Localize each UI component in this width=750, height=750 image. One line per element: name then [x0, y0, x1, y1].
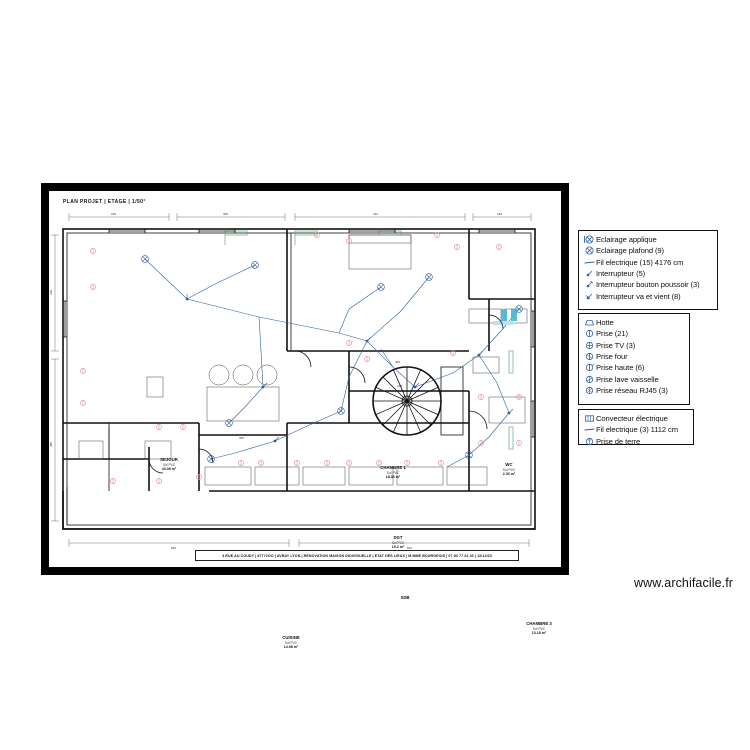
wire-icon — [583, 424, 596, 435]
plan-drawing — [49, 191, 561, 567]
room-floor: Sol PVC — [502, 467, 516, 472]
svg-text:300: 300 — [223, 212, 229, 216]
spiral-stair — [373, 367, 463, 435]
room-label-chambre3 — [511, 621, 567, 636]
legend-label: Prise four — [596, 352, 628, 362]
door-swings — [149, 315, 503, 473]
svg-text:545: 545 — [171, 546, 177, 550]
legend-item-prise-haute — [583, 362, 685, 373]
room-floor: Sol PVC — [391, 540, 405, 545]
room-label-sejour — [145, 457, 193, 472]
room-floor: Sol PVC — [162, 462, 176, 467]
ceiling-light-icon — [583, 245, 596, 256]
legend-item-prise — [583, 328, 685, 339]
room-name: CUISINE — [282, 635, 300, 640]
legend-item-fil-electrique — [583, 257, 713, 268]
legend-item-hotte — [583, 317, 685, 328]
room-name: SDB — [400, 595, 410, 600]
legend-label: Interrupteur va et vient (8) — [596, 291, 681, 301]
legend-label: Interrupteur (5) — [596, 269, 646, 279]
svg-text:365: 365 — [395, 360, 401, 364]
legend-label: Fil electrique (3) 1112 cm — [596, 425, 678, 435]
svg-text:160: 160 — [497, 212, 503, 216]
room-name: SEJOUR — [160, 457, 178, 462]
legend-label: Hotte — [596, 318, 614, 328]
wall-light-icon — [583, 234, 596, 245]
legend-item-prise-rj45 — [583, 385, 685, 396]
furniture-cuisine — [205, 467, 487, 485]
hood-icon — [583, 317, 596, 328]
room-area: 13.18 m² — [531, 631, 547, 636]
room-label-chambre1 — [367, 465, 419, 480]
oven-outlet-icon — [583, 351, 596, 362]
legend-label: Prise haute (6) — [596, 363, 645, 373]
legend-item-va-et-vient — [583, 290, 713, 301]
legend-lighting — [578, 230, 718, 310]
wire-icon — [583, 257, 596, 268]
room-area: 14.98 m² — [283, 645, 299, 650]
legend-outlets — [578, 313, 690, 405]
legend-item-prise-de-terre — [583, 436, 689, 447]
room-floor: Sol PVC — [284, 640, 298, 645]
room-name: WC — [505, 462, 513, 467]
furniture-chambre3 — [489, 397, 525, 423]
switch-icon — [583, 268, 596, 279]
legend-label: Prise réseau RJ45 (3) — [596, 385, 668, 395]
dishwasher-outlet-icon — [583, 374, 596, 385]
floor-plan-canvas[interactable] — [49, 191, 561, 650]
legend-label: Eclairage plafond (9) — [596, 246, 664, 256]
room-area: 18.36 m² — [385, 475, 401, 480]
legend-item-eclairage-applique — [583, 234, 713, 245]
legend-item-convecteur — [583, 413, 689, 424]
room-floor: Sol PVC — [386, 470, 400, 475]
legend-item-fil-electrique-chauffage — [583, 424, 689, 435]
legend-item-prise-tv — [583, 340, 685, 351]
svg-text:350: 350 — [239, 436, 245, 440]
legend-item-prise-lave-vaisselle — [583, 373, 685, 384]
room-area: 15.2 m² — [391, 545, 405, 550]
legend-label: Prise TV (3) — [596, 340, 636, 350]
svg-text:380: 380 — [49, 441, 53, 447]
svg-text:245: 245 — [397, 384, 403, 388]
legend-item-prise-four — [583, 351, 685, 362]
legend-item-interrupteur — [583, 268, 713, 279]
legend-label: Interrupteur bouton poussoir (3) — [596, 280, 700, 290]
room-label-wc — [489, 462, 529, 477]
room-area: 2.30 m² — [502, 472, 516, 477]
room-label-sdb — [385, 595, 425, 601]
legend-label: Prise lave vaisselle — [596, 374, 659, 384]
legend-item-eclairage-plafond — [583, 245, 713, 256]
two-way-switch-icon — [583, 291, 596, 302]
plan-title: PLAN PROJET | ETAGE | 1/50° — [63, 199, 146, 205]
svg-text:225: 225 — [111, 212, 117, 216]
svg-text:610: 610 — [407, 546, 413, 550]
floor-plan-frame — [41, 183, 569, 650]
room-floor: Sol PVC — [532, 626, 546, 631]
room-name: CHAMBRE 1 — [380, 465, 406, 470]
room-area: 43.08 m² — [161, 467, 177, 472]
radiator-icon — [583, 413, 596, 424]
svg-text:330: 330 — [49, 289, 53, 295]
outlet-icon — [583, 328, 596, 339]
room-name: CHAMBRE 3 — [526, 621, 552, 626]
legend-heating — [578, 409, 694, 445]
windows — [63, 229, 535, 437]
rj45-outlet-icon — [583, 385, 596, 396]
plan-footer-titleblock: 3 RUE AU COUDY | 87772OO | AVRAY LYON | RENOVATION MAISON INDIVIDUELLE | ETAT DES LIEUX | M.MME BOURGEOIS | 07 83 77 22 43 | 12/12/23 — [195, 550, 519, 561]
legend-label: Eclairage applique — [596, 235, 657, 245]
legend-label: Prise de terre — [596, 436, 641, 446]
svg-text:410: 410 — [373, 212, 379, 216]
room-label-dgt — [376, 535, 420, 550]
outlet-symbols — [80, 232, 521, 483]
watermark: www.archifacile.fr — [634, 576, 734, 590]
legend-label: Convecteur électrique — [596, 414, 668, 424]
earth-outlet-icon — [583, 436, 596, 447]
room-label-cuisine — [267, 635, 315, 650]
push-button-switch-icon — [583, 279, 596, 290]
legend-label: Fil electrique (15) 4176 cm — [596, 257, 684, 267]
furniture-chambre1 — [349, 235, 411, 269]
high-outlet-icon — [583, 362, 596, 373]
legend-item-bouton-poussoir — [583, 279, 713, 290]
room-name: DGT — [393, 535, 403, 540]
legend-label: Prise (21) — [596, 329, 628, 339]
tv-outlet-icon — [583, 340, 596, 351]
